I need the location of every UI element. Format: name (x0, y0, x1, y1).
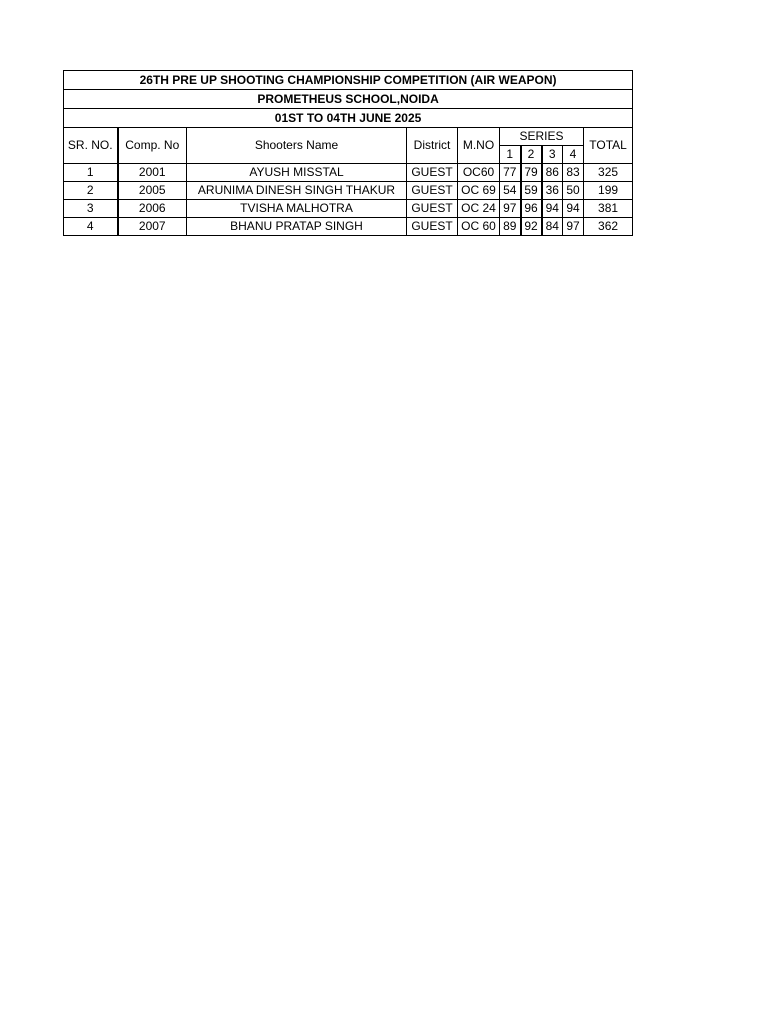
venue-title: PROMETHEUS SCHOOL,NOIDA (64, 90, 633, 109)
cell-series-1: 54 (500, 182, 521, 200)
cell-district: GUEST (407, 200, 458, 218)
cell-series-2: 96 (521, 200, 542, 218)
cell-comp-no: 2007 (118, 218, 187, 236)
cell-shooter-name: BHANU PRATAP SINGH (187, 218, 407, 236)
header-comp-no: Comp. No (118, 128, 187, 164)
cell-district: GUEST (407, 164, 458, 182)
cell-m-no: OC 69 (458, 182, 500, 200)
dates-title: 01ST TO 04TH JUNE 2025 (64, 109, 633, 128)
header-m-no: M.NO (458, 128, 500, 164)
cell-district: GUEST (407, 182, 458, 200)
header-district: District (407, 128, 458, 164)
cell-sr-no: 2 (64, 182, 118, 200)
cell-series-3: 94 (542, 200, 563, 218)
header-series-4: 4 (563, 146, 584, 164)
header-series-3: 3 (542, 146, 563, 164)
results-table (63, 70, 633, 236)
cell-series-4: 50 (563, 182, 584, 200)
title-row-venue (64, 90, 633, 109)
cell-m-no: OC60 (458, 164, 500, 182)
table-row (64, 164, 633, 182)
cell-m-no: OC 60 (458, 218, 500, 236)
title-row-event (64, 71, 633, 90)
header-sr-no: SR. NO. (64, 128, 118, 164)
cell-series-3: 36 (542, 182, 563, 200)
cell-total: 199 (584, 182, 633, 200)
table-row (64, 182, 633, 200)
cell-series-4: 83 (563, 164, 584, 182)
header-series: SERIES (500, 128, 584, 146)
cell-sr-no: 1 (64, 164, 118, 182)
header-row (64, 128, 633, 146)
cell-series-1: 89 (500, 218, 521, 236)
cell-series-4: 97 (563, 218, 584, 236)
cell-comp-no: 2005 (118, 182, 187, 200)
title-row-dates (64, 109, 633, 128)
header-series-1: 1 (500, 146, 521, 164)
cell-series-1: 77 (500, 164, 521, 182)
header-shooter-name: Shooters Name (187, 128, 407, 164)
table-row (64, 200, 633, 218)
cell-comp-no: 2001 (118, 164, 187, 182)
cell-series-2: 79 (521, 164, 542, 182)
results-sheet (63, 70, 633, 236)
cell-shooter-name: TVISHA MALHOTRA (187, 200, 407, 218)
cell-m-no: OC 24 (458, 200, 500, 218)
cell-sr-no: 3 (64, 200, 118, 218)
event-title: 26TH PRE UP SHOOTING CHAMPIONSHIP COMPETITION (AIR WEAPON) (64, 71, 633, 90)
cell-shooter-name: AYUSH MISSTAL (187, 164, 407, 182)
cell-series-1: 97 (500, 200, 521, 218)
cell-total: 325 (584, 164, 633, 182)
cell-comp-no: 2006 (118, 200, 187, 218)
header-series-2: 2 (521, 146, 542, 164)
cell-shooter-name: ARUNIMA DINESH SINGH THAKUR (187, 182, 407, 200)
cell-series-3: 86 (542, 164, 563, 182)
header-total: TOTAL (584, 128, 633, 164)
cell-district: GUEST (407, 218, 458, 236)
cell-series-3: 84 (542, 218, 563, 236)
cell-total: 381 (584, 200, 633, 218)
cell-total: 362 (584, 218, 633, 236)
cell-series-2: 92 (521, 218, 542, 236)
table-row (64, 218, 633, 236)
cell-sr-no: 4 (64, 218, 118, 236)
cell-series-4: 94 (563, 200, 584, 218)
cell-series-2: 59 (521, 182, 542, 200)
